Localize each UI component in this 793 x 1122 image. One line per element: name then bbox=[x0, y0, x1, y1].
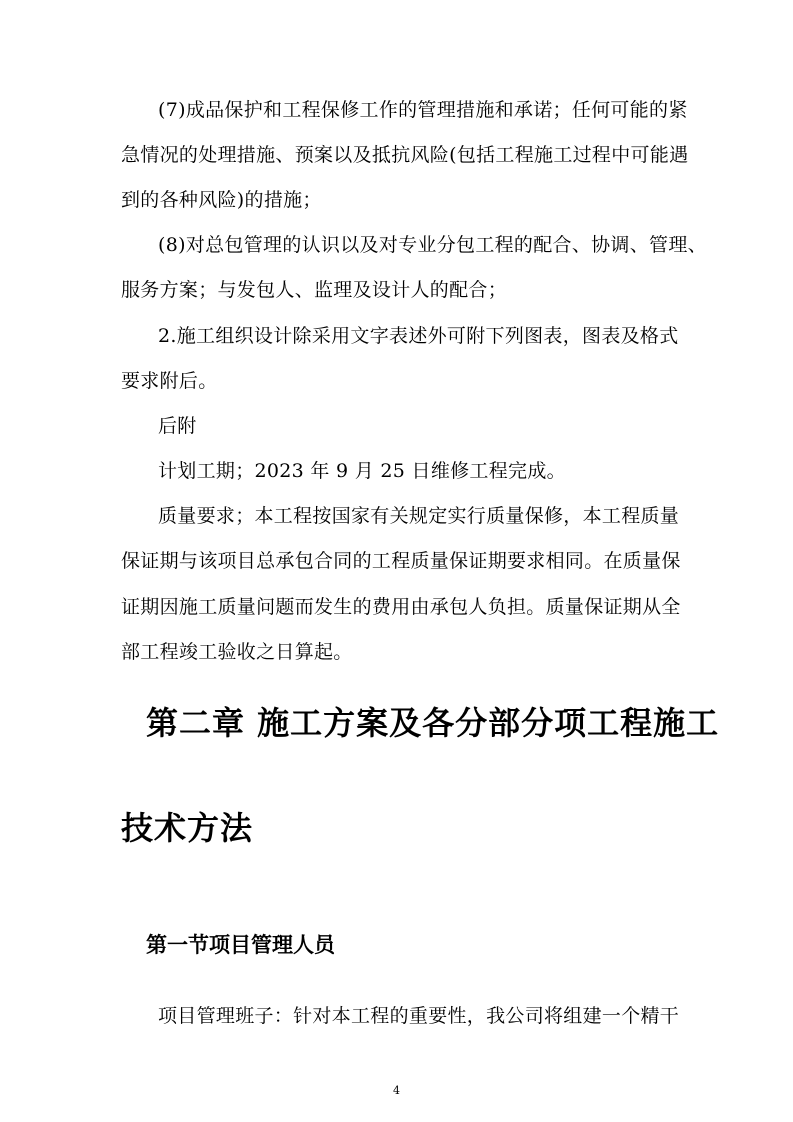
paragraph-item8-line2: 服务方案；与发包人、监理及设计人的配合； bbox=[121, 279, 508, 301]
paragraph-item7-line2: 急情况的处理措施、预案以及抵抗风险(包括工程施工过程中可能遇 bbox=[121, 144, 689, 166]
chapter-title-line1: 第二章 施工方案及各分部分项工程施工 bbox=[146, 704, 720, 742]
paragraph-item8-line1: (8)对总包管理的认识以及对专业分包工程的配合、协调、管理、 bbox=[158, 234, 707, 256]
paragraph-quality-line3: 证期因施工质量问题而发生的费用由承包人负担。质量保证期从全 bbox=[121, 596, 681, 618]
paragraph-quality-line1: 质量要求；本工程按国家有关规定实行质量保修，本工程质量 bbox=[158, 505, 680, 527]
page-number: 4 bbox=[393, 1084, 400, 1097]
schedule-line: 计划工期；2023 年 9 月 25 日维修工程完成。 bbox=[158, 460, 566, 482]
chapter-title-line2: 技术方法 bbox=[121, 809, 254, 847]
section-title: 第一节项目管理人员 bbox=[146, 932, 335, 957]
paragraph-quality-line2: 保证期与该项目总承包合同的工程质量保证期要求相同。在质量保 bbox=[121, 550, 681, 572]
appendix-label: 后附 bbox=[158, 415, 197, 437]
paragraph-item7-line1: (7)成品保护和工程保修工作的管理措施和承诺；任何可能的紧 bbox=[158, 99, 688, 121]
paragraph-design-line1: 2.施工组织设计除采用文字表述外可附下列图表，图表及格式 bbox=[158, 325, 679, 347]
paragraph-item7-line3: 到的各种风险)的措施； bbox=[121, 189, 322, 211]
section-intro-line: 项目管理班子：针对本工程的重要性，我公司将组建一个精干 bbox=[158, 1005, 680, 1027]
paragraph-quality-line4: 部工程竣工验收之日算起。 bbox=[121, 641, 353, 663]
paragraph-design-line2: 要求附后。 bbox=[121, 370, 218, 392]
